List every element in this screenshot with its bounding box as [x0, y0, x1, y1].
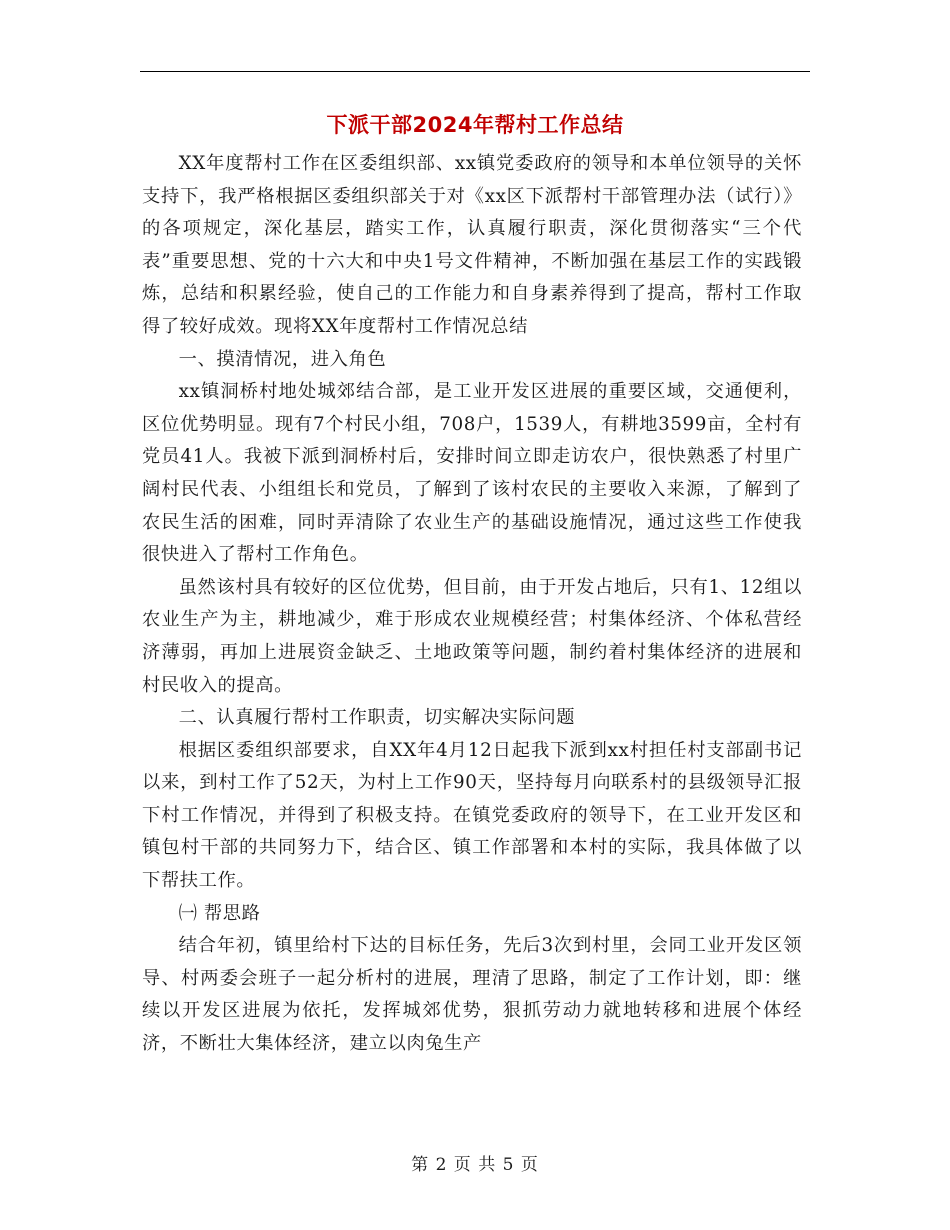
subsection-heading-1: ㈠ 帮思路 [178, 902, 261, 924]
paragraph-planning: 结合年初，镇里给村下达的目标任务，先后3次到村里，会同工业开发区领导、村两委会班子一起分析村的进展，理清了思路，制定了工作计划，即：继续以开发区进展为依托，发挥城郊优势，狠抓劳动力就地转移和进展个体经济，不断壮大集体经济，建立以肉兔生产 [142, 935, 802, 1055]
section-heading-1: 一、摸清情况，进入角色 [178, 348, 387, 370]
section-heading-2: 二、认真履行帮村工作职责，切实解决实际问题 [178, 707, 576, 729]
header-rule [140, 71, 810, 72]
paragraph-village-challenges: 虽然该村具有较好的区位优势，但目前，由于开发占地后，只有1、12组以农业生产为主，耕地减少，难于形成农业规模经营；村集体经济、个体私营经济薄弱，再加上进展资金缺乏、土地政策等问题，制约着村集体经济的进展和村民收入的提高。 [142, 576, 802, 696]
paragraph-duties: 根据区委组织部要求，自XX年4月12日起我下派到xx村担任村支部副书记以来，到村工作了52天，为村上工作90天，坚持每月向联系村的县级领导汇报下村工作情况，并得到了积极支持。在镇党委政府的领导下，在工业开发区和镇包村干部的共同努力下，结合区、镇工作部署和本村的实际，我具体做了以下帮扶工作。 [142, 739, 802, 892]
paragraph-village-overview: xx镇洞桥村地处城郊结合部，是工业开发区进展的重要区域，交通便利，区位优势明显。现有7个村民小组，708户，1539人，有耕地3599亩，全村有党员41人。我被下派到洞桥村后，安排时间立即走访农户，很快熟悉了村里广阔村民代表、小组组长和党员，了解到了该村农民的主要收入来源，了解到了农民生活的困难，同时弄清除了农业生产的基础设施情况，通过这些工作使我很快进入了帮村工作角色。 [142, 381, 802, 566]
paragraph-intro: XX年度帮村工作在区委组织部、xx镇党委政府的领导和本单位领导的关怀支持下，我严格根据区委组织部关于对《xx区下派帮村干部管理办法（试行）》的各项规定，深化基层，踏实工作，认真履行职责，深化贯彻落实“三个代表”重要思想、党的十六大和中央1号文件精神，不断加强在基层工作的实践锻炼，总结和积累经验，使自己的工作能力和自身素养得到了提高，帮村工作取得了较好成效。现将XX年度帮村工作情况总结 [142, 153, 802, 337]
page-number-footer: 第 2 页 共 5 页 [411, 1155, 539, 1175]
document-title: 下派干部2024年帮村工作总结 [326, 113, 624, 137]
document-body [142, 148, 802, 1061]
